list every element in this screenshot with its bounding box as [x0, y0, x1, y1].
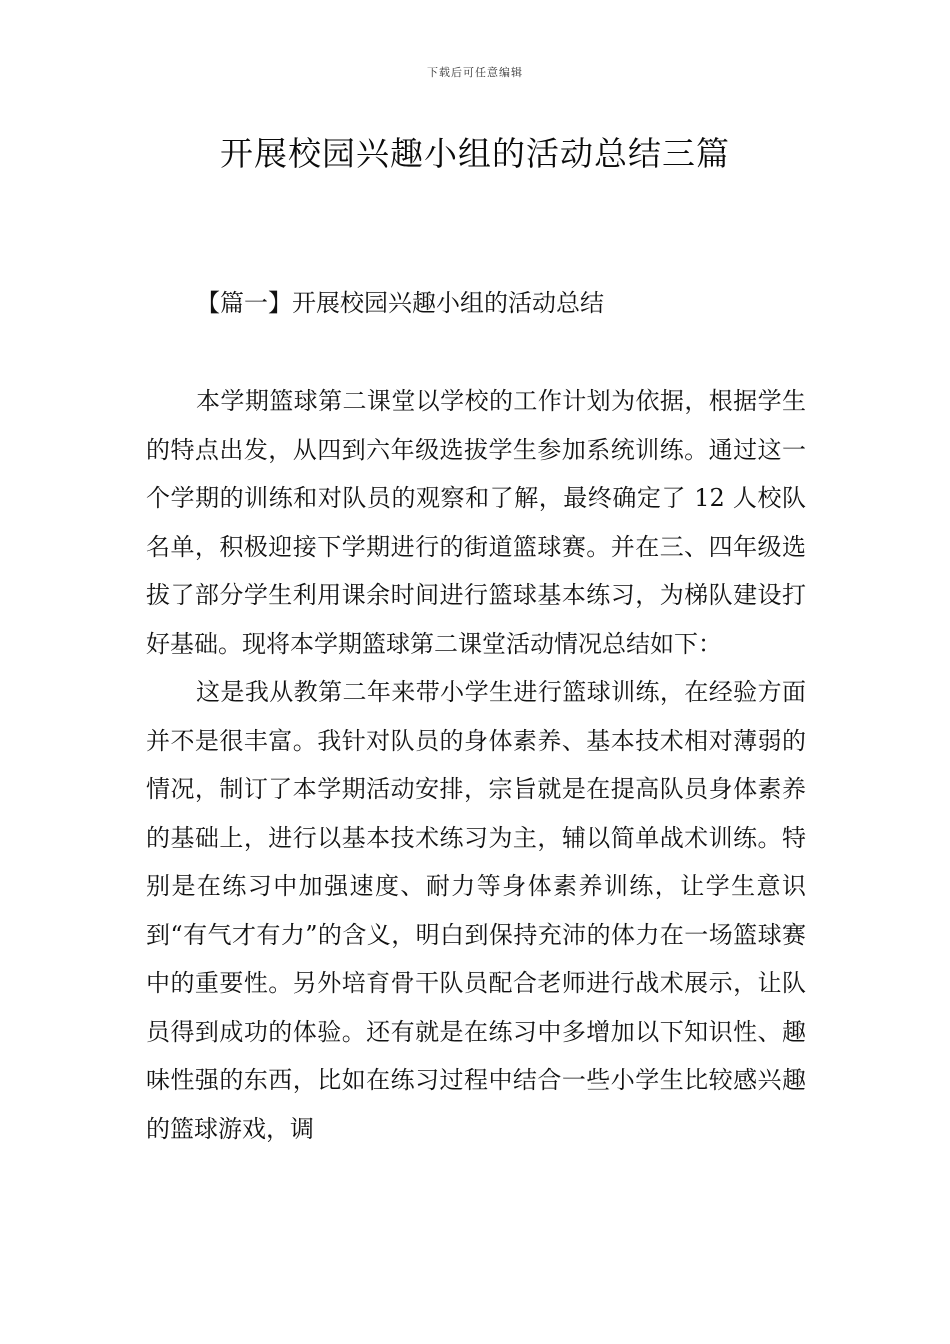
section-heading: 【篇一】开展校园兴趣小组的活动总结	[196, 289, 604, 317]
paragraph-1: 本学期篮球第二课堂以学校的工作计划为依据，根据学生的特点出发，从四到六年级选拔学生参加系统训练。通过这一个学期的训练和对队员的观察和了解，最终确定了 12 人校队名单，积极迎接下学期进行的街道篮球赛。并在三、四年级选拔了部分学生利用课余时间进行篮球基本练习，为梯队建设打好基础。现将本学期篮球第二课堂活动情况总结如下：	[146, 387, 806, 658]
document-title: 开展校园兴趣小组的活动总结三篇	[220, 134, 730, 173]
body-text	[146, 377, 806, 1153]
header-note: 下载后可任意编辑	[427, 66, 523, 79]
paragraph-2: 这是我从教第二年来带小学生进行篮球训练，在经验方面并不是很丰富。我针对队员的身体素养、基本技术相对薄弱的情况，制订了本学期活动安排，宗旨就是在提高队员身体素养的基础上，进行以基本技术练习为主，辅以简单战术训练。特别是在练习中加强速度、耐力等身体素养训练，让学生意识到“有气才有力”的含义，明白到保持充沛的体力在一场篮球赛中的重要性。另外培育骨干队员配合老师进行战术展示，让队员得到成功的体验。还有就是在练习中多增加以下知识性、趣味性强的东西，比如在练习过程中结合一些小学生比较感兴趣的篮球游戏，调	[146, 678, 806, 1143]
